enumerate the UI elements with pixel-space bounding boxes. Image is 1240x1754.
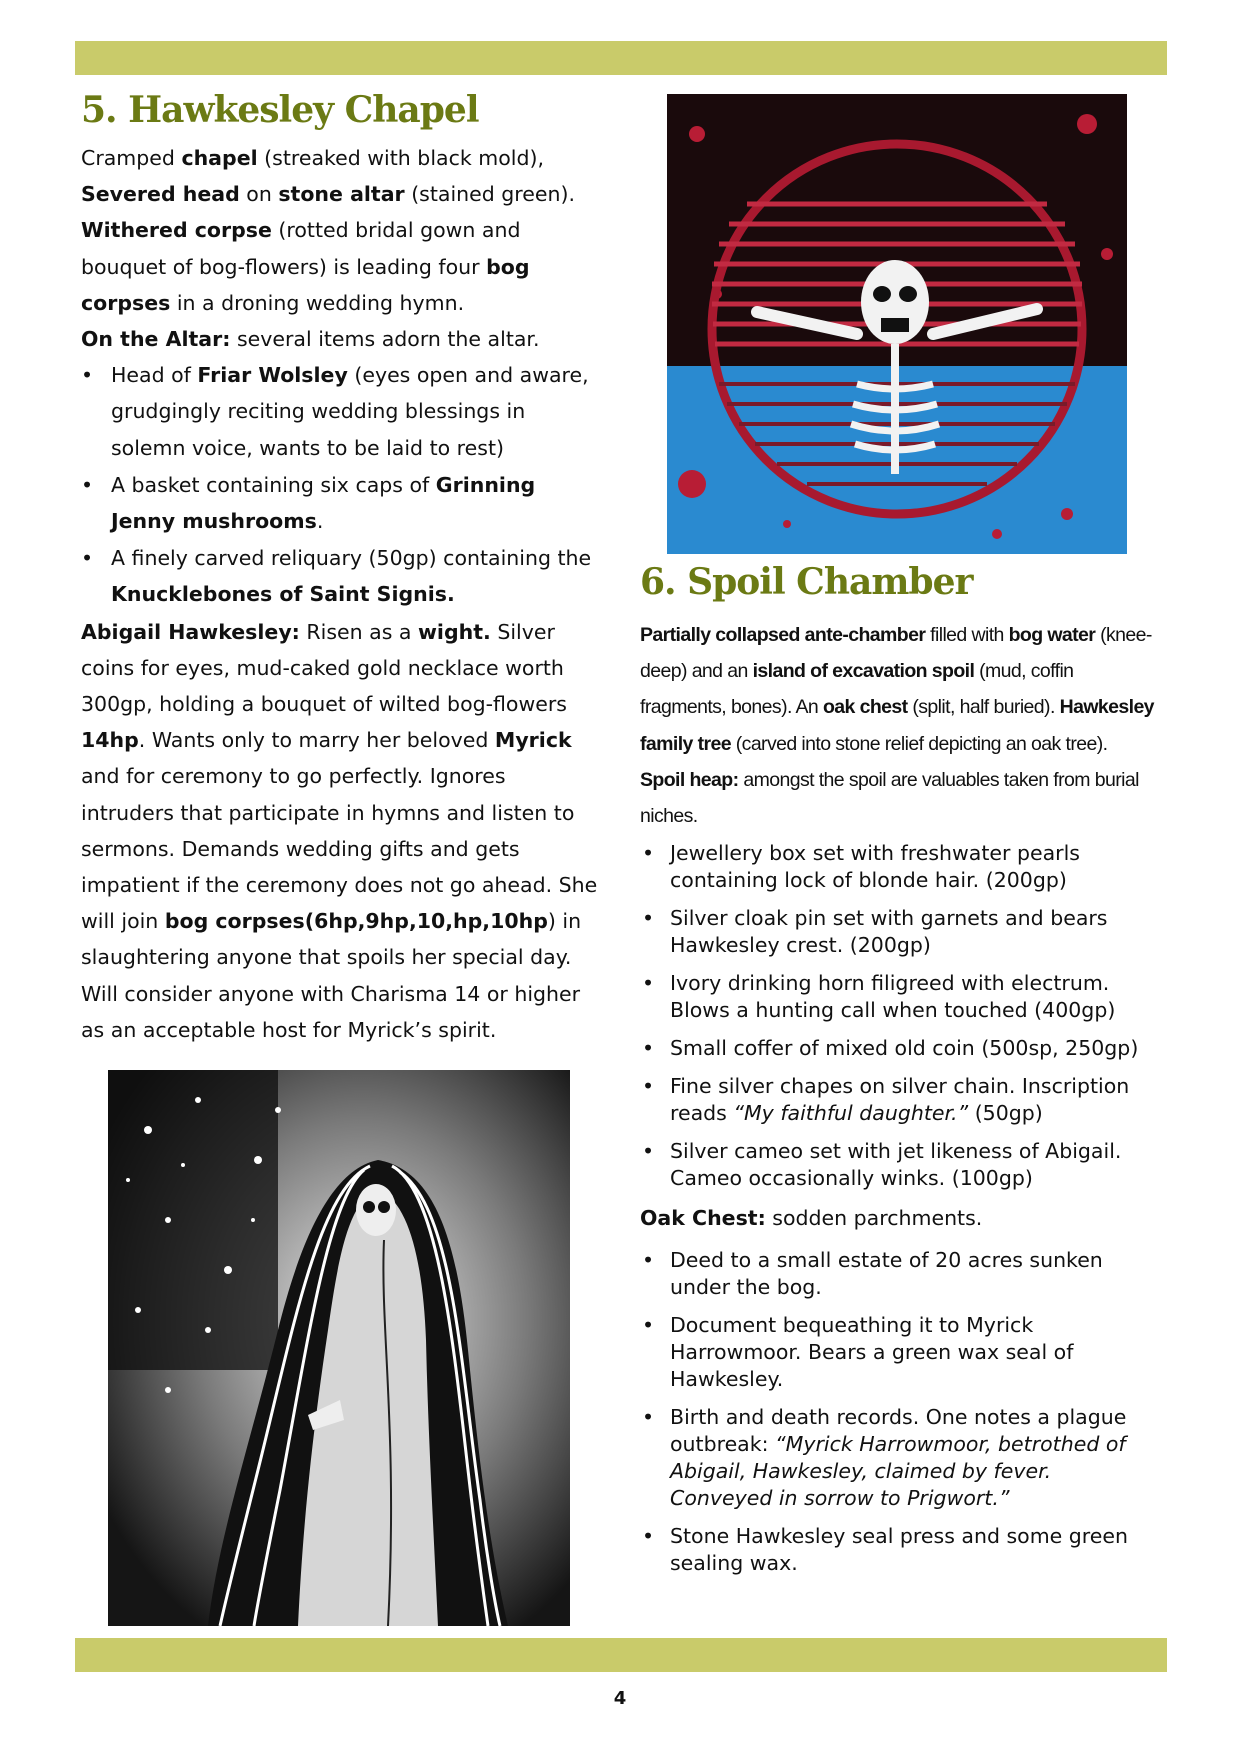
abigail-description: Abigail Hawkesley: Risen as a wight. Silver coins for eyes, mud-caked gold necklace worth 300gp, holding a bouquet of wilted bog-flowers 14hp. Wants only to marry her beloved Myrick and for ceremony to go perfectly. Ignores intruders that participate in hymns and listen to sermons. Demands wedding gifts and gets impatient if the ceremony does not go ahead. She will join bog corpses(6hp,9hp,10,hp,10hp) in slaughtering anyone that spoils her special day. Will consider anyone with Charisma 14 or higher as an acceptable host for Myrick’s spirit. xyxy=(81,619,598,1042)
list-item: • Document bequeathing it to Myrick Harrowmoor. Bears a green wax seal of Hawkesley. xyxy=(640,1312,1160,1393)
page-number: 4 xyxy=(613,1688,627,1709)
list-item: • Ivory drinking horn filigreed with electrum. Blows a hunting call when touched (400gp) xyxy=(640,970,1160,1024)
list-item: • A finely carved reliquary (50gp) containing the Knucklebones of Saint Signis. xyxy=(81,540,601,612)
list-item: • Silver cameo set with jet likeness of Abigail. Cameo occasionally winks. (100gp) xyxy=(640,1138,1160,1192)
oak-chest-list xyxy=(640,1247,1160,1577)
list-item: • A basket containing six caps of Grinning Jenny mushrooms. xyxy=(81,467,601,539)
list-item: • Small coffer of mixed old coin (500sp, 250gp) xyxy=(640,1035,1160,1062)
spoil-heap-heading: Spoil heap: amongst the spoil are valuables taken from burial niches. xyxy=(640,768,1139,828)
list-item: • Stone Hawkesley seal press and some green sealing wax. xyxy=(640,1523,1160,1577)
spoil-heap-list xyxy=(640,840,1160,1192)
list-item: • Birth and death records. One notes a plague outbreak: “Myrick Harrowmoor, betrothed of Abigail, Hawkesley, claimed by fever. Conveyed in sorrow to Prigwort.” xyxy=(640,1404,1160,1512)
spoil-section xyxy=(640,560,1160,1588)
wight-illustration xyxy=(108,1070,570,1626)
header-bar xyxy=(75,41,1167,75)
altar-heading: On the Altar: several items adorn the altar. xyxy=(81,327,540,352)
chapel-intro: Cramped chapel (streaked with black mold), Severed head on stone altar (stained green). Withered corpse (rotted bridal gown and bouquet of bog-flowers) is leading four bog corpses in a droning wedding hymn. xyxy=(81,146,576,315)
list-item: • Head of Friar Wolsley (eyes open and aware, grudgingly reciting wedding blessings in solemn voice, wants to be laid to rest) xyxy=(81,357,601,466)
list-item: • Deed to a small estate of 20 acres sunken under the bog. xyxy=(640,1247,1160,1301)
chapel-section xyxy=(81,88,601,1048)
oak-chest-heading: Oak Chest: sodden parchments. xyxy=(640,1206,983,1231)
list-item: • Silver cloak pin set with garnets and bears Hawkesley crest. (200gp) xyxy=(640,905,1160,959)
altar-items-list xyxy=(81,357,601,612)
chapel-title: 5. Hawkesley Chapel xyxy=(81,89,479,131)
spoil-title: 6. Spoil Chamber xyxy=(640,561,973,603)
footer-bar xyxy=(75,1638,1167,1672)
list-item: • Jewellery box set with freshwater pearls containing lock of blonde hair. (200gp) xyxy=(640,840,1160,894)
list-item: • Fine silver chapes on silver chain. Inscription reads “My faithful daughter.” (50gp) xyxy=(640,1073,1160,1127)
spoil-intro: Partially collapsed ante-chamber filled with bog water (knee-deep) and an island of excavation spoil (mud, coffin fragments, bones). An oak chest (split, half buried). Hawkesley family tree (carved into stone relief depicting an oak tree). xyxy=(640,624,1154,755)
skeleton-illustration xyxy=(667,94,1127,554)
